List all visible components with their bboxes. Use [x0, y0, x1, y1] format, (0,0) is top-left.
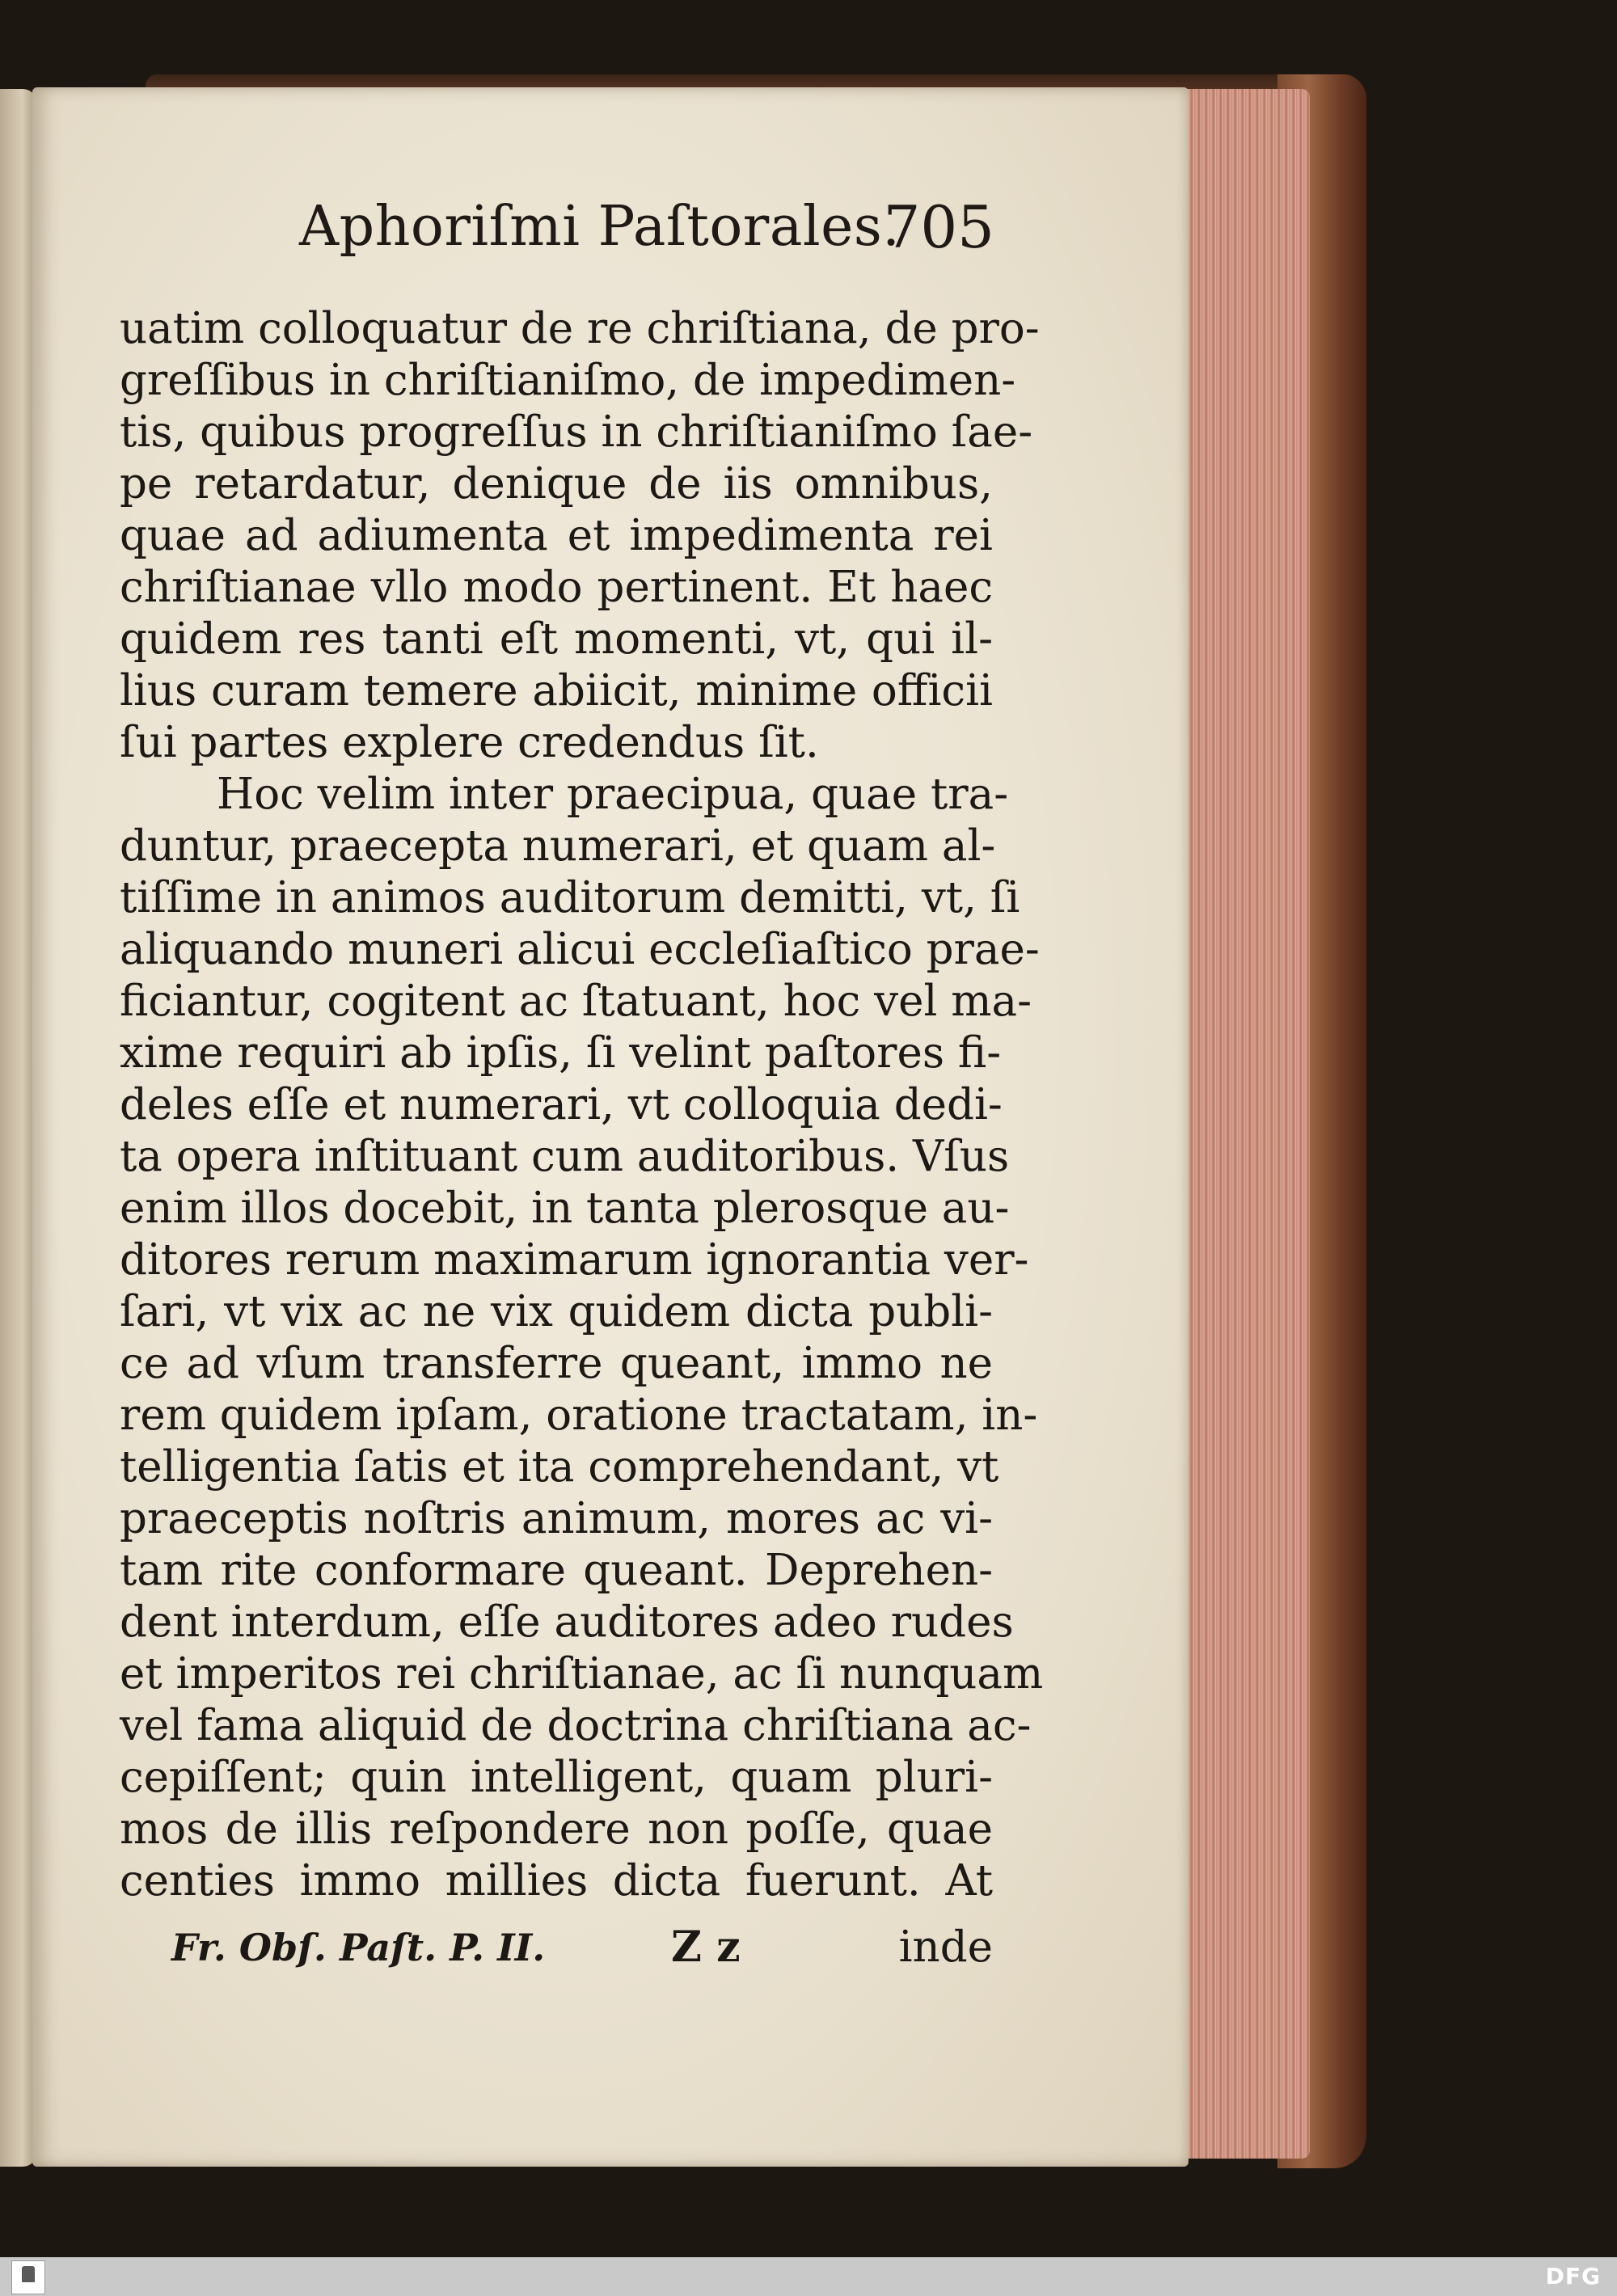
page-number: 705 [883, 193, 994, 261]
text-line: pe retardatur, denique de iis omnibus, [120, 459, 993, 509]
text-line: ſui partes explere credendus ſit. [120, 718, 819, 767]
text-line: lius curam temere abiicit, minime officii [120, 666, 993, 715]
catchword: inde [898, 1922, 993, 1972]
text-line: et imperitos rei chriſtianae, ac ſi nunquam [120, 1649, 1044, 1699]
text-line: chriſtianae vllo modo pertinent. Et haec [120, 563, 993, 612]
text-line: tiſſime in animos auditorum demitti, vt, ſi [120, 873, 1020, 922]
text-line: ſari, vt vix ac ne vix quidem dicta publi- [120, 1287, 993, 1336]
text-line: telligentia ſatis et ita comprehendant, vt [120, 1442, 999, 1492]
page-footer [171, 1919, 993, 1976]
text-line: enim illos docebit, in tanta plerosque au- [120, 1184, 1010, 1233]
text-line: duntur, praecepta numerari, et quam al- [120, 821, 996, 871]
page-edges [1172, 89, 1310, 2159]
text-line: quidem res tanti eſt momenti, vt, qui il- [120, 614, 993, 664]
text-line: xime requiri ab ipſis, ſi velint paſtores fi- [120, 1028, 1002, 1078]
running-title: Aphoriſmi Paſtorales. [299, 195, 901, 259]
text-line: greſſibus in chriſtianiſmo, de impedimen- [120, 356, 1016, 405]
text-line: ditores rerum maximarum ignorantia ver- [120, 1235, 1029, 1285]
signature-note: Fr. Obſ. Paſt. P. II. [171, 1926, 546, 1969]
dfg-logo: DFG [1545, 2263, 1601, 2290]
page-header [299, 191, 994, 264]
paragraph-start-line: Hoc velim inter praecipua, quae tra- [217, 770, 1009, 819]
text-line: centies immo millies dicta fuerunt. At [120, 1856, 993, 1906]
text-line: tam rite conformare queant. Deprehen- [120, 1546, 993, 1595]
text-line: uatim colloquatur de re chriſtiana, de pro- [120, 304, 1040, 353]
text-line: ficiantur, cogitent ac ſtatuant, hoc vel ma- [120, 977, 1032, 1026]
text-line: mos de illis reſpondere non poſſe, quae [120, 1804, 993, 1854]
text-line: aliquando muneri alicui eccleſiaſtico prae- [120, 925, 1040, 974]
text-line: rem quidem ipſam, oratione tractatam, in- [120, 1391, 1038, 1440]
text-line: praeceptis noſtris animum, mores ac vi- [120, 1494, 993, 1543]
text-line: ta opera inſtituant cum auditoribus. Vſus [120, 1132, 1010, 1181]
signature-mark: Z z [671, 1922, 741, 1972]
text-line: ce ad vſum transferre queant, immo ne [120, 1339, 993, 1388]
text-line: quae ad adiumenta et impedimenta rei [120, 511, 993, 560]
text-line: deles eſſe et numerari, vt colloquia dedi- [120, 1080, 1003, 1129]
library-logo-icon [11, 2260, 45, 2294]
text-line: cepiſſent; quin intelligent, quam pluri- [120, 1753, 993, 1802]
text-line: vel fama aliquid de doctrina chriſtiana ac- [120, 1701, 1032, 1750]
body-text [120, 303, 1044, 1907]
viewer-bottom-bar [0, 2257, 1617, 2296]
text-line: tis, quibus progreſſus in chriſtianiſmo ſae- [120, 407, 1033, 457]
text-line: dent interdum, eſſe auditores adeo rudes [120, 1597, 1014, 1647]
